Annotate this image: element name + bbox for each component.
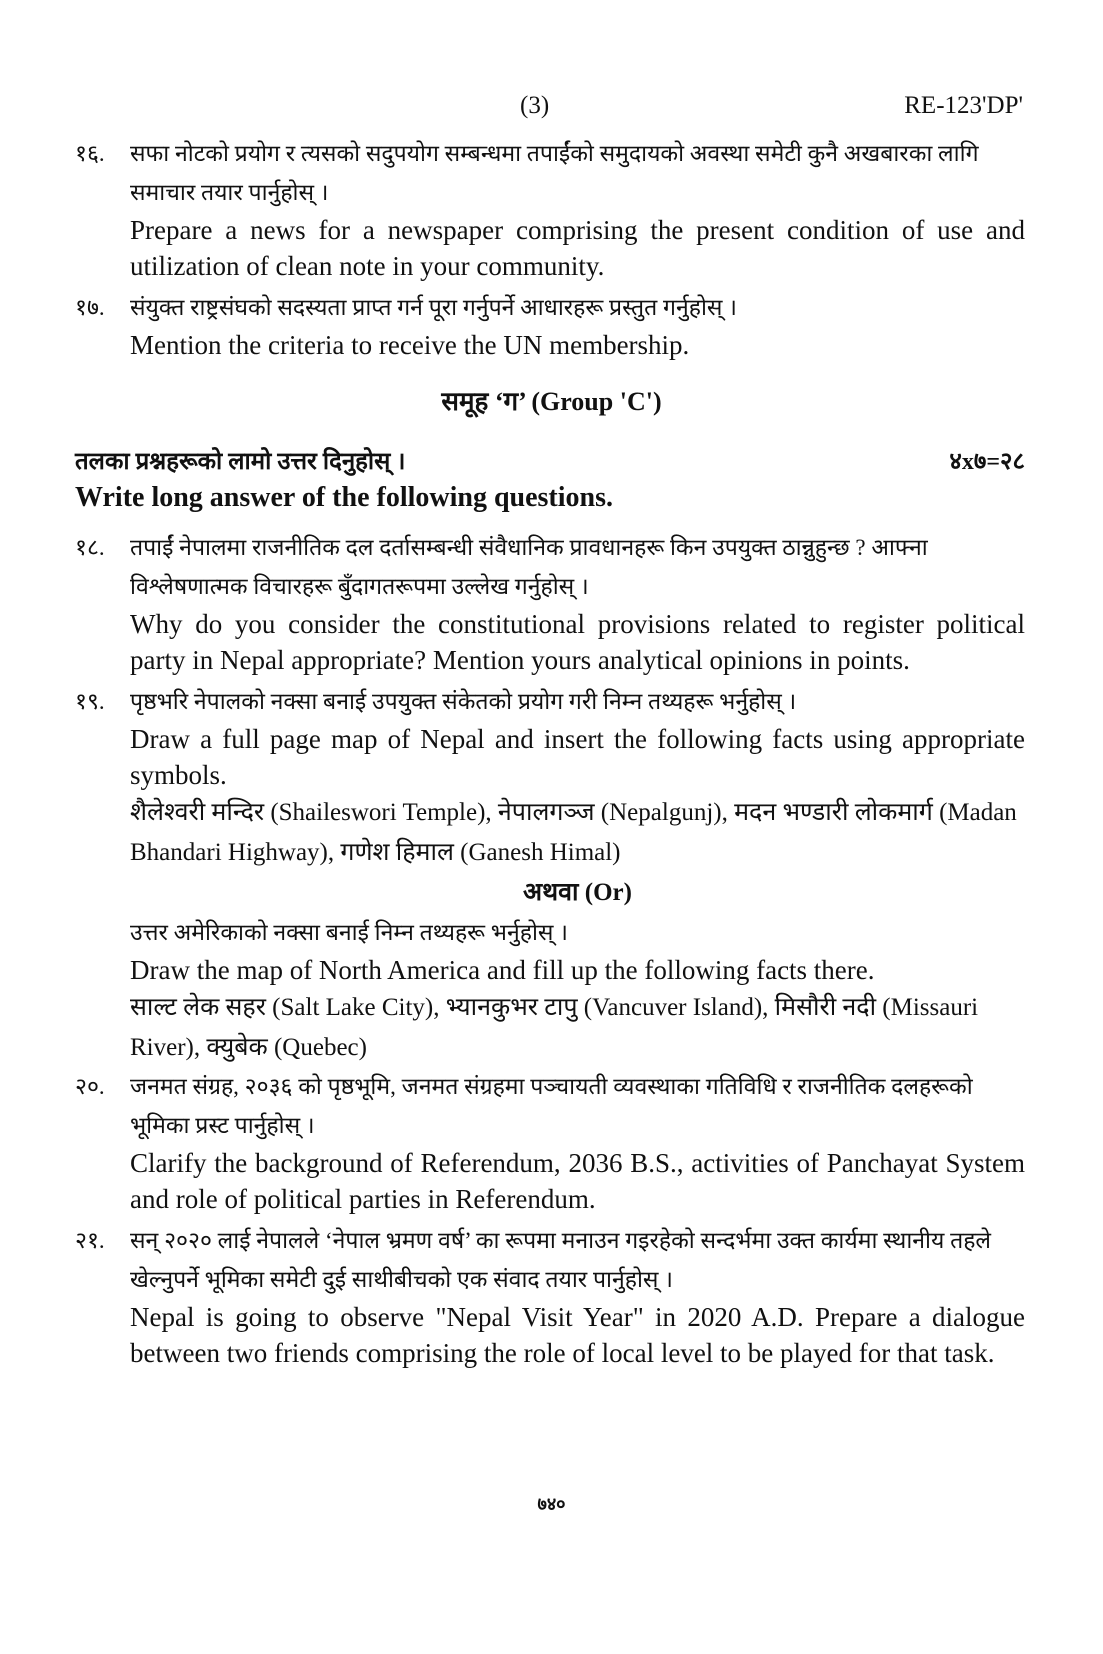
- question-text-english: Prepare a news for a newspaper comprising the present condition of use and utilization of clean note in your community.: [130, 215, 1025, 281]
- question-number: १९.: [75, 689, 105, 714]
- page-number: (3): [520, 92, 550, 119]
- question-16: [75, 134, 1025, 284]
- question-text-english: Draw a full page map of Nepal and insert the following facts using appropriate symbols.: [130, 724, 1025, 790]
- instruction-nepali: तलका प्रश्नहरूको लामो उत्तर दिनुहोस् ।: [75, 449, 406, 475]
- question-18: [75, 528, 1025, 678]
- or-separator: अथवा (Or): [523, 879, 632, 906]
- map-facts-north-america: साल्ट लेक सहर (Salt Lake City), भ्यानकुभर टापु (Vancuver Island), मिसौरी नदी (Missauri River), क्युबेक (Quebec): [130, 994, 979, 1061]
- question-text-nepali: संयुक्त राष्ट्रसंघको सदस्यता प्राप्त गर्न पूरा गर्नुपर्ने आधारहरू प्रस्तुत गर्नुहोस् ।: [130, 295, 737, 320]
- question-number: १६.: [75, 141, 105, 166]
- footer-mark: ७४०: [537, 1494, 566, 1514]
- question-text-english: Clarify the background of Referendum, 2036 B.S., activities of Panchayat System and role of political parties in Referendum.: [130, 1148, 1025, 1214]
- paper-code: RE-123'DP': [904, 92, 1023, 119]
- section-instruction: [75, 444, 1025, 516]
- question-21: [75, 1221, 1025, 1371]
- question-number: २१.: [75, 1228, 105, 1253]
- question-text-english: Nepal is going to observe "Nepal Visit Year" in 2020 A.D. Prepare a dialogue between two friends comprising the role of local level to be played for that task.: [130, 1302, 1025, 1368]
- group-heading: समूह ‘ग’ (Group 'C'): [441, 387, 662, 416]
- question-text-nepali: सन् २०२० लाई नेपालले ‘नेपाल भ्रमण वर्ष’ का रूपमा मनाउन गइरहेको सन्दर्भमा उक्त कार्यमा स्थानीय तहले खेल्नुपर्ने भूमिका समेटी दुई साथीबीचको एक संवाद तयार पार्नुहोस् ।: [130, 1228, 992, 1292]
- question-17: [75, 288, 1025, 363]
- alternative-question-english: Draw the map of North America and fill up the following facts there.: [130, 955, 875, 985]
- question-text-nepali: तपाईं नेपालमा राजनीतिक दल दर्तासम्बन्धी संवैधानिक प्रावधानहरू किन उपयुक्त ठान्नुहुन्छ ? आफ्ना विश्लेषणात्मक विचारहरू बुँदागतरूपमा उल्लेख गर्नुहोस् ।: [130, 535, 928, 599]
- question-20: [75, 1067, 1025, 1217]
- question-text-nepali: जनमत संग्रह, २०३६ को पृष्ठभूमि, जनमत संग्रहमा पञ्चायती व्यवस्थाका गतिविधि र राजनीतिक दलहरूको भूमिका प्रस्ट पार्नुहोस् ।: [130, 1074, 973, 1138]
- marks-allocation: ४x७=२८: [949, 449, 1025, 475]
- page-header: [0, 92, 1103, 128]
- map-facts-nepal: शैलेश्वरी मन्दिर (Shaileswori Temple), नेपालगञ्ज (Nepalgunj), मदन भण्डारी लोकमार्ग (Madan Bhandari Highway), गणेश हिमाल (Ganesh Himal): [130, 799, 1017, 866]
- question-number: १७.: [75, 295, 105, 320]
- question-text-english: Mention the criteria to receive the UN membership.: [130, 330, 690, 360]
- question-number: २०.: [75, 1074, 105, 1099]
- question-text-nepali: सफा नोटको प्रयोग र त्यसको सदुपयोग सम्बन्धमा तपाईंको समुदायको अवस्था समेटी कुनै अखबारका लागि समाचार तयार पार्नुहोस् ।: [130, 141, 979, 205]
- question-number: १८.: [75, 535, 105, 560]
- question-19: [75, 682, 1025, 1068]
- instruction-english: Write long answer of the following questions.: [75, 482, 613, 513]
- question-text-english: Why do you consider the constitutional provisions related to register political party in Nepal appropriate? Mention yours analytical opinions in points.: [130, 609, 1025, 675]
- alternative-question-nepali: उत्तर अमेरिकाको नक्सा बनाई निम्न तथ्यहरू भर्नुहोस् ।: [130, 920, 568, 945]
- question-text-nepali: पृष्ठभरि नेपालको नक्सा बनाई उपयुक्त संकेतको प्रयोग गरी निम्न तथ्यहरू भर्नुहोस् ।: [130, 689, 797, 714]
